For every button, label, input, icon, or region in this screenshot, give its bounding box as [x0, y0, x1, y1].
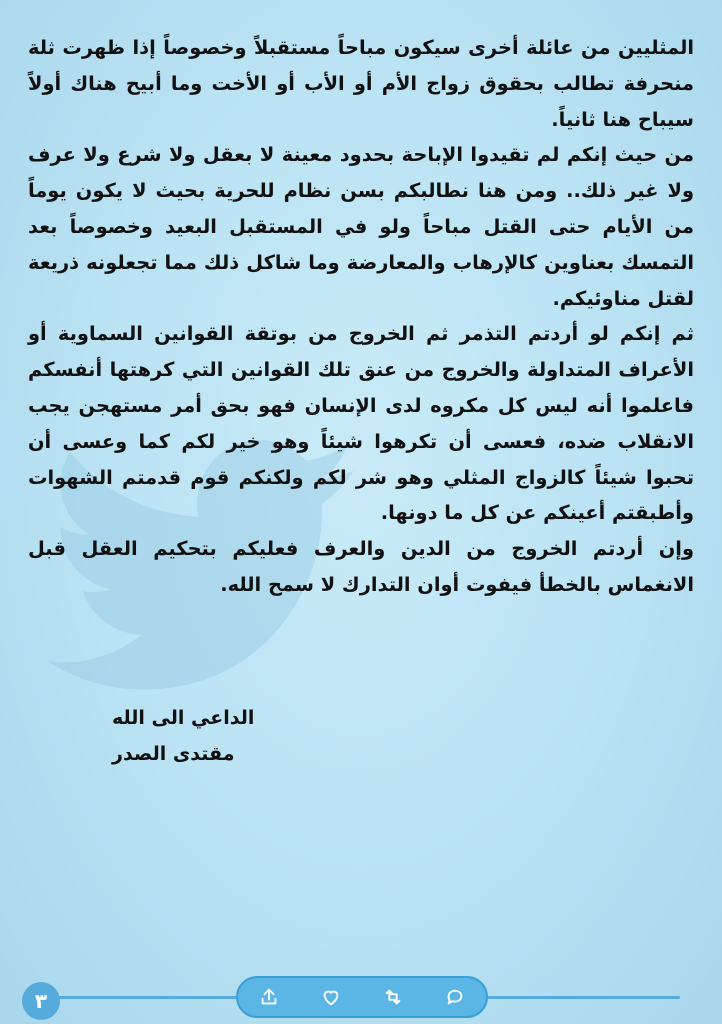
share-button[interactable]	[254, 982, 284, 1012]
page-number-badge: ٣	[22, 982, 60, 1020]
heart-icon	[320, 986, 342, 1008]
paragraph: وإن أردتم الخروج من الدين والعرف فعليكم بتحكيم العقل قبل الانغماس بالخطأ فيفوت أوان التدارك لا سمح الله.	[28, 537, 694, 596]
retweet-icon	[382, 986, 404, 1008]
retweet-button[interactable]	[378, 982, 408, 1012]
like-button[interactable]	[316, 982, 346, 1012]
letter-body	[28, 30, 694, 603]
share-icon	[258, 986, 280, 1008]
paragraph: ثم إنكم لو أردتم التذمر ثم الخروج من بوتقة القوانين السماوية أو الأعراف المتداولة والخروج من عنق تلك القوانين التي كرهتها أنفسكم فاعلموا أنه ليس كل مكروه لدى الإنسان فهو بحق أمر مستهجن يجب الانقلاب ضده، فعسى أن تكرهوا شيئاً وهو خير لكم كما وعسى أن تحبوا شيئاً كالزواج المثلي وهو شر لكم ولكنكم قوم قدمتم الشهوات وأطبقتم أعينكم عن كل ما دونها.	[28, 322, 694, 525]
signature-title: الداعي الى الله	[112, 707, 255, 729]
paragraph: المثليين من عائلة أخرى سيكون مباحاً مستقبلاً وخصوصاً إذا ظهرت ثلة منحرفة تطالب بحقوق زواج الأم أو الأب أو الأخت وما أبيح هناك أولاً سيباح هنا ثانياً.	[28, 36, 694, 131]
paragraph: من حيث إنكم لم تقيدوا الإباحة بحدود معينة لا بعقل ولا شرع ولا عرف ولا غير ذلك.. ومن هنا نطالبكم بسن نظام للحرية بحيث لا يكون يوماً من الأيام حتى القتل مباحاً ولو في المستقبل البعيد وخصوصاً بعد التمسك بعناوين كالإرهاب والمعارضة وما شاكل ذلك مما تجعلونه ذريعة لقتل مناوئيكم.	[28, 143, 694, 310]
tweet-action-bar	[236, 976, 488, 1018]
signature-name: مقتدى الصدر	[112, 743, 235, 765]
reply-button[interactable]	[440, 982, 470, 1012]
reply-icon	[444, 986, 466, 1008]
